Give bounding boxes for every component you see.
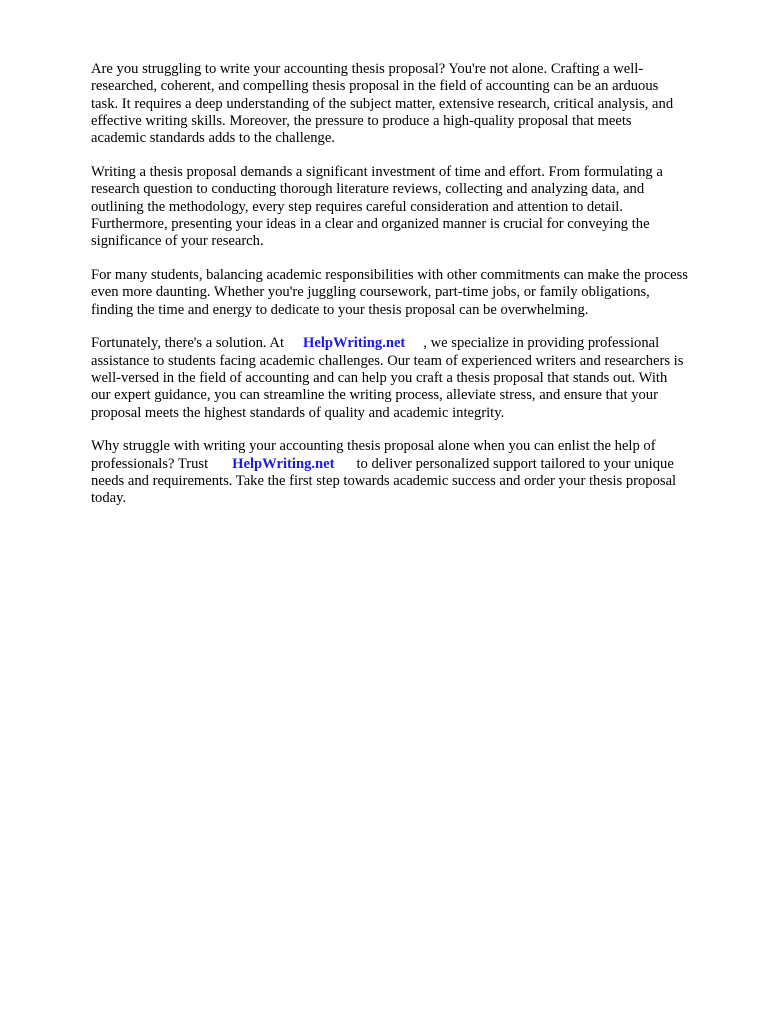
helpwriting-link[interactable]: HelpWriting.net — [303, 335, 406, 352]
text-line — [91, 456, 731, 473]
text-line: Furthermore, presenting your ideas in a clear and organized manner is crucial for conveying the — [91, 215, 650, 232]
paragraph-intro — [91, 61, 731, 147]
text-line: assistance to students facing academic challenges. Our team of experienced writers and researchers is — [91, 352, 684, 369]
text-line: task. It requires a deep understanding of the subject matter, extensive research, critical analysis, and — [91, 95, 674, 112]
text-line: Why struggle with writing your accounting thesis proposal alone when you can enlist the help of — [91, 438, 656, 455]
text-line: academic standards adds to the challenge. — [91, 130, 335, 147]
document-body — [91, 61, 731, 524]
text-line: finding the time and energy to dedicate to your thesis proposal can be overwhelming. — [91, 301, 589, 318]
paragraph-call-to-action — [91, 438, 731, 507]
paragraph-balance — [91, 267, 731, 319]
text-line: needs and requirements. Take the first step towards academic success and order your thesis proposal — [91, 472, 677, 489]
text-fragment: to deliver personalized support tailored to your unique — [356, 455, 674, 472]
text-line: outlining the methodology, every step requires careful consideration and attention to detail. — [91, 198, 623, 215]
paragraph-solution — [91, 335, 731, 421]
helpwriting-link[interactable]: HelpWriting.net — [232, 455, 335, 472]
text-line: significance of your research. — [91, 233, 264, 250]
text-line — [91, 335, 731, 352]
text-line: proposal meets the highest standards of quality and academic integrity. — [91, 404, 505, 421]
text-line: today. — [91, 490, 127, 507]
text-line: Are you struggling to write your accounting thesis proposal? You're not alone. Crafting a well- — [91, 61, 644, 77]
text-line: Writing a thesis proposal demands a significant investment of time and effort. From formulating a — [91, 163, 663, 180]
text-line: research question to conducting thorough literature reviews, collecting and analyzing data, and — [91, 181, 645, 198]
text-line: even more daunting. Whether you're juggling coursework, part-time jobs, or family obligations, — [91, 284, 650, 301]
text-line: For many students, balancing academic responsibilities with other commitments can make the process — [91, 266, 688, 283]
text-line: well-versed in the field of accounting and can help you craft a thesis proposal that stands out. With — [91, 369, 668, 386]
text-line: our expert guidance, you can streamline the writing process, alleviate stress, and ensure that your — [91, 387, 658, 404]
text-fragment: , we specialize in providing professional — [423, 335, 660, 352]
text-line: effective writing skills. Moreover, the pressure to produce a high-quality proposal that meets — [91, 112, 632, 129]
paragraph-effort — [91, 164, 731, 250]
text-fragment: professionals? Trust — [91, 455, 209, 472]
text-line: researched, coherent, and compelling thesis proposal in the field of accounting can be an arduous — [91, 78, 659, 95]
text-fragment: Fortunately, there's a solution. At — [91, 335, 284, 352]
